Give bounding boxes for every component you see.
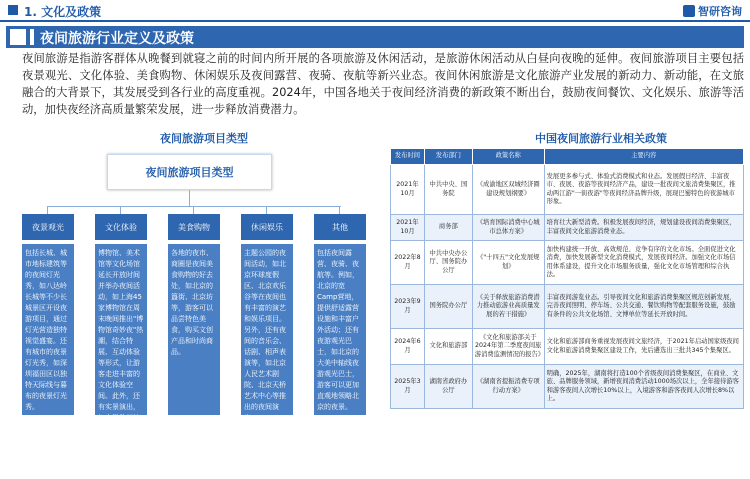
title-accent-icon (10, 29, 26, 45)
cell-dept: 湖南省政府办公厅 (424, 365, 472, 409)
cell-policy-name: 《"十四五"文化发展规划》 (472, 241, 544, 285)
column-connector (339, 206, 340, 214)
cell-policy-name: 《关于释放旅游消费潜力推动旅游业高质量发展的若干措施》 (472, 285, 544, 329)
diagram-connector (189, 190, 190, 206)
logo-text: 智研咨询 (698, 5, 742, 18)
project-type-diagram (22, 148, 366, 477)
table-row (391, 215, 744, 241)
cell-policy-name: 《文化和旅游部关于2024年第二季度夜间旅游消费监测情况的报告》 (472, 329, 544, 365)
left-section-title: 夜间旅游项目类型 (160, 132, 248, 145)
cell-policy-name: 《湖南省提振消费专项行动方案》 (472, 365, 544, 409)
column-connector (120, 206, 121, 214)
column-header: 主要内容 (544, 149, 743, 165)
type-description: 各地的夜市、商圈是夜间美食购物的好去处，如北京的簋街、北京坊等，游客可以品尝特色美食，购买文创产品和时尚商品。 (168, 244, 220, 415)
type-label: 美食购物 (168, 214, 220, 240)
intro-paragraph: 夜间旅游是指游客群体从晚餐到就寝之前的时间内所开展的各项旅游及休闲活动，是旅游休闲活动从白昼向夜晚的延伸。夜间旅游项目主要包括夜景观光、文化体验、美食购物、休闲娱乐及夜间露营、夜骑、夜航等新兴业态。夜间休闲旅游是文化旅游产业发展的新动力、新动能，在文旅融合的大背景下，其发展受到各行业的高度重视。2024年，中国各地关于夜间经济消费的新政策不断出台，鼓励夜间餐饮、文化娱乐、旅游等活动，加快夜经济高质量繁荣发展，进一步释放消费潜力。 (22, 52, 744, 116)
cell-policy-name: 《成渝地区双城经济圈建设规划纲要》 (472, 165, 544, 215)
cell-time: 2021年10月 (391, 165, 425, 215)
type-label: 其他 (314, 214, 366, 240)
cell-time: 2021年10月 (391, 215, 425, 241)
cell-dept: 中共中央、国务院 (424, 165, 472, 215)
table-row (391, 241, 744, 285)
type-column (314, 214, 366, 415)
table-row (391, 329, 744, 365)
diagram-connector (47, 206, 341, 207)
column-connector (193, 206, 194, 214)
cell-dept: 商务部 (424, 215, 472, 241)
cell-time: 2022年8月 (391, 241, 425, 285)
policy-table-panel (390, 148, 744, 419)
table-header-row (391, 149, 744, 165)
logo-icon (683, 5, 695, 17)
section-title: 1. 文化及政策 (24, 5, 102, 19)
cell-content: 明确，2025年，湖南将打造100个省级夜间消费集聚区，在商业、文旅、品牌服务领域，新增夜间消费活动1000场次以上，全年接待游客和游客夜间人次增长10%以上，入境游客和游客夜间人次增长8%以上。 (544, 365, 743, 409)
type-description: 博物馆、美术馆等文化场馆延长开放时间并举办夜间活动，如上海45家博物馆在周末晚间推出"博物馆奇妙夜"热潮，结合特展、互动体验等形式，让游客走进丰富的文化体验空间。此外，还有实景演出，如安徽歙州的《歙州有夜》，河南洛阳的《梦长安——大唐迎宾盛礼》等。 (95, 244, 147, 415)
type-column (95, 214, 147, 477)
cell-content: 丰富夜间游览业态。引导夜间文化和旅游消费集聚区规范创新发展，完善夜间照明、停车场、公共交通、餐饮购物等配套服务设施，鼓励有条件的公共文化场馆、文博单位等延长开放时间。 (544, 285, 743, 329)
diagram-root: 夜间旅游项目类型 (107, 154, 272, 190)
type-label: 文化体验 (95, 214, 147, 240)
table-row (391, 285, 744, 329)
type-description: 主题公园的夜间活动，如北京环球度假区、北京欢乐谷等在夜间也有丰富的演艺和娱乐项目。另外，还有夜间的音乐会、话剧、相声表演等，如北京人民艺术剧院、北京天桥艺术中心等推出的夜间演出。 (241, 244, 293, 415)
type-description: 包括长城、城市地标建筑等的夜间灯光秀，如八达岭长城等不少长城景区开设夜游项目，通过灯光营造独特视觉盛宴。还有城市的夜景灯光秀，如深圳福田区以独特天际线与暮布的夜景灯光秀。 (22, 244, 74, 415)
cell-time: 2023年9月 (391, 285, 425, 329)
cell-time: 2024年6月 (391, 329, 425, 365)
column-header: 发布部门 (424, 149, 472, 165)
type-description: 包括夜间露营、夜骑、夜航等。例如，北京的宽Camp营地，提供舒适露营设施和丰富户外活动；还有夜游观光巴士，如北京的大美中轴线夜游观光巴士，游客可以更加直观地领略北京的夜景。 (314, 244, 366, 415)
table-row (391, 165, 744, 215)
cell-content: 加快构建统一开放、高效规范、竞争有序的文化市场。全面促进文化消费，加快发展新型文化消费模式，发展夜间经济。加强文化市场信用体系建设，提升文化市场服务质量，强化文化市场管理和综合执法。 (544, 241, 743, 285)
type-label: 夜景观光 (22, 214, 74, 240)
cell-dept: 国务院办公厅 (424, 285, 472, 329)
type-column (168, 214, 220, 415)
brand-logo (683, 3, 742, 19)
title-accent-bar (30, 29, 34, 45)
cell-policy-name: 《培育国际消费中心城市总体方案》 (472, 215, 544, 241)
top-bar (0, 0, 750, 22)
cell-dept: 文化和旅游部 (424, 329, 472, 365)
policy-table (390, 148, 744, 409)
column-header: 政策名称 (472, 149, 544, 165)
column-header: 发布时间 (391, 149, 425, 165)
cell-content: 培育壮大新型消费。积极发展夜间经济，规划建设夜间消费集聚区，丰富夜间文化旅游消费业态。 (544, 215, 743, 241)
table-row (391, 365, 744, 409)
type-column (241, 214, 293, 422)
right-section-title: 中国夜间旅游行业相关政策 (535, 132, 667, 145)
cell-dept: 中共中央办公厅、国务院办公厅 (424, 241, 472, 285)
cell-time: 2025年3月 (391, 365, 425, 409)
cell-content: 文化和旅游部商务重视发展夜间文旅经济，于2021年启动国家级夜间文化和旅游消费集聚区建设工作，先后遴选出三批共345个集聚区。 (544, 329, 743, 365)
cell-content: 发展更多参与式、体验式消费模式和业态。发展假日经济、丰富夜市、夜展、夜游等夜间经济产品，建设一批夜间文旅消费集聚区，推动两江游"一街夜游"等夜间经济品牌升级，展现巴蜀特色的夜游城市形象。 (544, 165, 743, 215)
section-square-icon (8, 5, 18, 15)
page-title: 夜间旅游行业定义及政策 (40, 31, 194, 47)
column-connector (47, 206, 48, 214)
column-connector (266, 206, 267, 214)
type-label: 休闲娱乐 (241, 214, 293, 240)
type-column (22, 214, 74, 415)
title-bar (6, 26, 744, 48)
